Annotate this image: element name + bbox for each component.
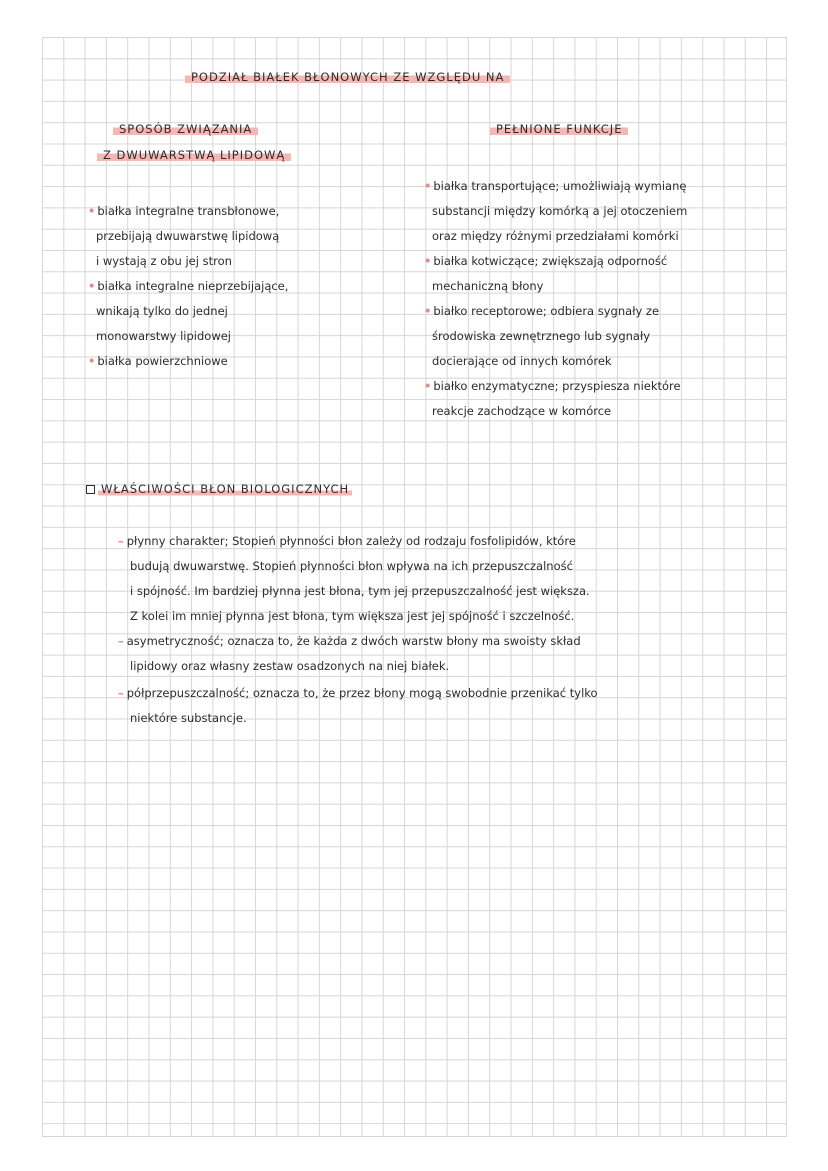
list-item-line: reakcje zachodzące w komórce xyxy=(432,404,612,418)
list-item: • białka integralne transbłonowe, xyxy=(88,204,280,218)
dash-icon: – xyxy=(118,634,124,648)
list-item-line: lipidowy oraz własny zestaw osadzonych na niej białek. xyxy=(130,659,450,673)
list-item: • białka kotwiczące; zwiększają odporność xyxy=(424,254,668,268)
list-item: – półprzepuszczalność; oznacza to, że przez błony mogą swobodnie przenikać tylko xyxy=(118,686,598,700)
list-item-line: przebijają dwuwarstwę lipidową xyxy=(96,229,280,243)
list-item-line: wnikają tylko do jednej xyxy=(96,304,228,318)
list-item-line: niektóre substancje. xyxy=(130,711,247,725)
list-item: – asymetryczność; oznacza to, że każda z dwóch warstw błony ma swoisty skład xyxy=(118,634,581,648)
list-item-line: i spójność. Im bardziej płynna jest błona, tym jej przepuszczalność jest większa. xyxy=(130,584,590,598)
dash-icon: – xyxy=(118,686,124,700)
bullet-icon: • xyxy=(424,304,432,318)
left-heading-line1: SPOSÓB ZWIĄZANIA xyxy=(113,124,258,136)
left-heading-line2: Z DWUWARSTWĄ LIPIDOWĄ xyxy=(97,150,291,162)
list-item: • białka integralne nieprzebijające, xyxy=(88,279,289,293)
list-item-line: substancji między komórką a jej otoczeniem xyxy=(432,204,688,218)
properties-heading: WŁAŚCIWOŚCI BŁON BIOLOGICZNYCH xyxy=(86,484,352,496)
list-item: – płynny charakter; Stopień płynności błon zależy od rodzaju fosfolipidów, które xyxy=(118,534,576,548)
list-item: • białko enzymatyczne; przyspiesza niektóre xyxy=(424,379,681,393)
list-item-line: docierające od innych komórek xyxy=(432,354,612,368)
page-title: PODZIAŁ BIAŁEK BŁONOWYCH ZE WZGLĘDU NA xyxy=(185,72,510,84)
list-item-line: i wystają z obu jej stron xyxy=(96,254,232,268)
list-item-line: środowiska zewnętrznego lub sygnały xyxy=(432,329,651,343)
list-item-line: budują dwuwarstwę. Stopień płynności błon wpływa na ich przepuszczalność xyxy=(130,559,573,573)
bullet-icon: • xyxy=(424,179,432,193)
checkbox-icon xyxy=(86,485,95,494)
list-item: • białka powierzchniowe xyxy=(88,354,228,368)
list-item-line: mechaniczną błony xyxy=(432,279,544,293)
bullet-icon: • xyxy=(424,379,432,393)
list-item-line: monowarstwy lipidowej xyxy=(96,329,232,343)
list-item: • białko receptorowe; odbiera sygnały ze xyxy=(424,304,660,318)
list-item-line: Z kolei im mniej płynna jest błona, tym większa jest jej spójność i szczelność. xyxy=(130,609,575,623)
list-item: • białka transportujące; umożliwiają wymianę xyxy=(424,179,687,193)
bullet-icon: • xyxy=(88,204,96,218)
list-item-line: oraz między różnymi przedziałami komórki xyxy=(432,229,679,243)
bullet-icon: • xyxy=(424,254,432,268)
right-heading: PEŁNIONE FUNKCJE xyxy=(490,124,628,136)
bullet-icon: • xyxy=(88,279,96,293)
dash-icon: – xyxy=(118,534,124,548)
bullet-icon: • xyxy=(88,354,96,368)
